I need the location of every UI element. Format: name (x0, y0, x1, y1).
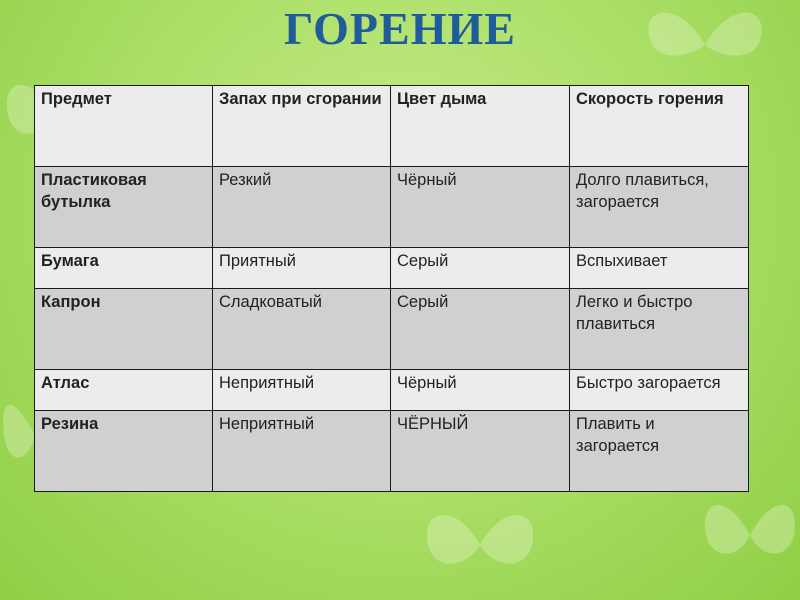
header-cell: Цвет дыма (391, 86, 570, 167)
item-cell: Бумага (35, 248, 213, 289)
smell-cell: Неприятный (213, 411, 391, 492)
smoke-cell: Серый (391, 289, 570, 370)
speed-cell: Легко и быстро плавиться (570, 289, 749, 370)
header-cell: Предмет (35, 86, 213, 167)
page-title: ГОРЕНИЕ (284, 3, 516, 54)
item-cell: Капрон (35, 289, 213, 370)
speed-cell: Быстро загорается (570, 370, 749, 411)
table-row (35, 370, 749, 411)
item-cell: Пластиковая бутылка (35, 167, 213, 248)
combustion-table (34, 85, 749, 492)
smell-cell: Неприятный (213, 370, 391, 411)
header-cell: Запах при сгорании (213, 86, 391, 167)
smoke-cell: Чёрный (391, 370, 570, 411)
smell-cell: Сладковатый (213, 289, 391, 370)
butterfly-decoration-icon (420, 495, 540, 600)
smoke-cell: Серый (391, 248, 570, 289)
table-header-row (35, 86, 749, 167)
table-row (35, 167, 749, 248)
table-row (35, 289, 749, 370)
header-cell: Скорость горения (570, 86, 749, 167)
item-cell: Резина (35, 411, 213, 492)
speed-cell: Вспыхивает (570, 248, 749, 289)
smell-cell: Приятный (213, 248, 391, 289)
table-row (35, 411, 749, 492)
item-cell: Атлас (35, 370, 213, 411)
speed-cell: Долго плавиться, загорается (570, 167, 749, 248)
table-row (35, 248, 749, 289)
smell-cell: Резкий (213, 167, 391, 248)
speed-cell: Плавить и загорается (570, 411, 749, 492)
butterfly-decoration-icon (700, 480, 800, 595)
smoke-cell: Чёрный (391, 167, 570, 248)
smoke-cell: ЧЁРНЫЙ (391, 411, 570, 492)
